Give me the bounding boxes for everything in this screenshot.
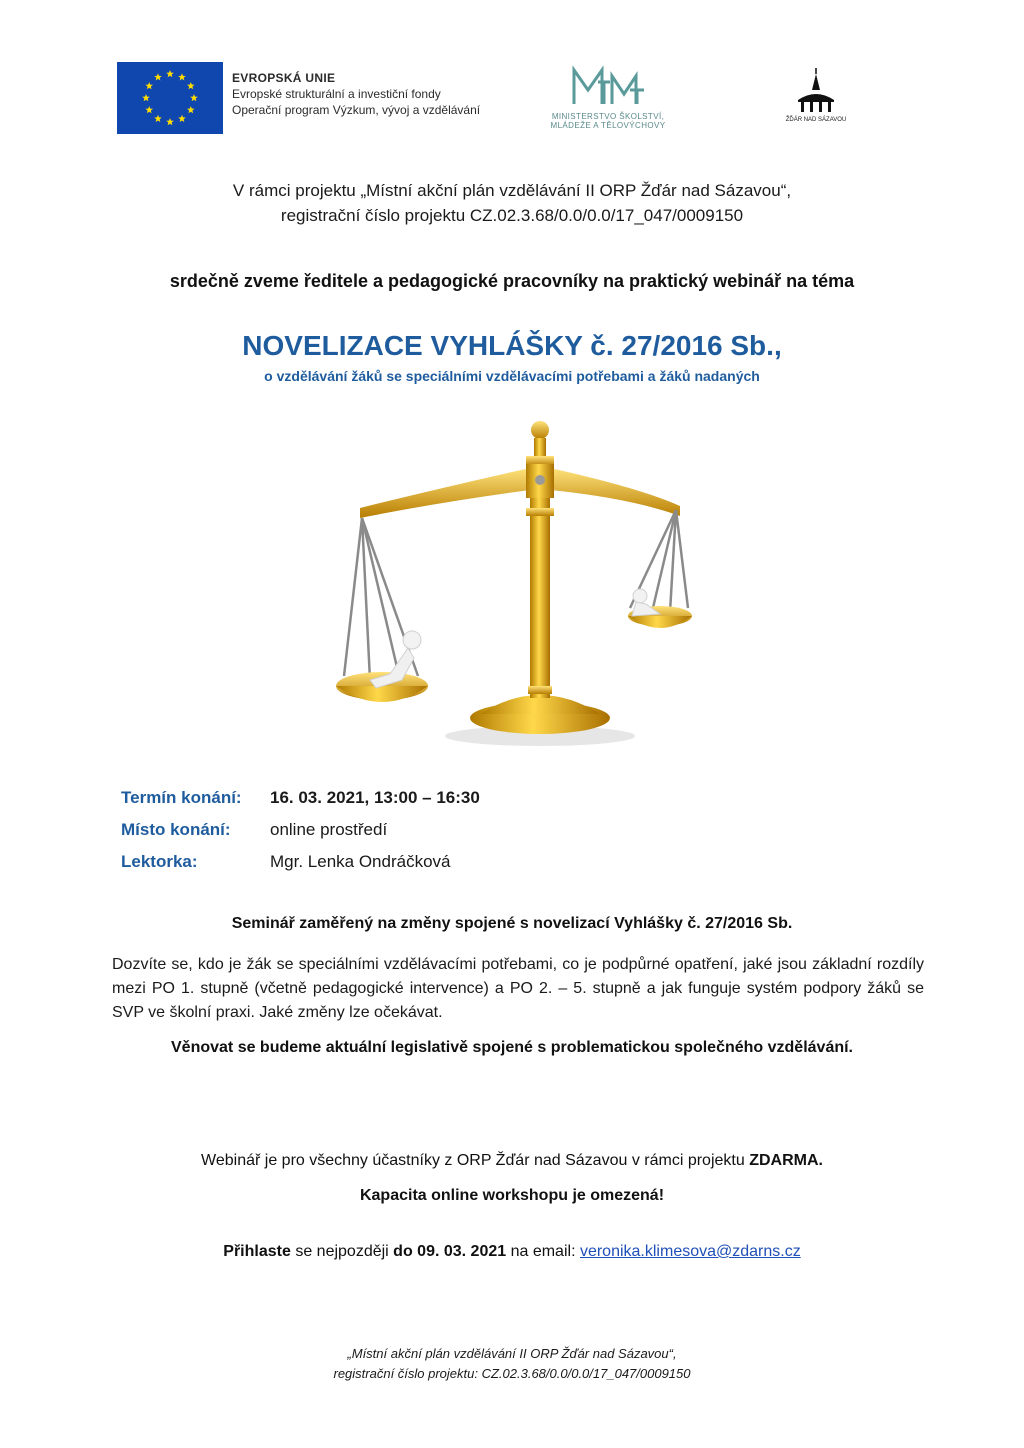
signup-text1: se nejpozději (290, 1243, 394, 1260)
eu-star-icon (166, 70, 174, 77)
eu-star-icon (178, 73, 186, 80)
eu-star-icon (187, 82, 195, 89)
eu-logo-line2: Evropské strukturální a investiční fondy (232, 87, 441, 101)
balance-scale-icon (330, 418, 710, 748)
signup-deadline: do 09. 03. 2021 (393, 1243, 507, 1260)
footer-line1: „Místní akční plán vzdělávání II ORP Žďár nad Sázavou“, (347, 1346, 677, 1361)
date-label: Termín konání: (121, 788, 242, 807)
msmt-caption-line1: MINISTERSTVO ŠKOLSTVÍ, (551, 112, 665, 121)
eu-star-icon (154, 115, 162, 122)
eu-flag-logo (117, 62, 223, 134)
msmt-emblem-icon (538, 62, 678, 112)
intro-line1: V rámci projektu „Místní akční plán vzdělávání II ORP Žďár nad Sázavou“, (232, 181, 792, 200)
seminar-title: Seminář zaměřený na změny spojené s novelizací Vyhlášky č. 27/2016 Sb. (231, 915, 793, 932)
capacity-notice: Kapacita online workshopu je omezená! (359, 1187, 665, 1204)
zdar-logo (790, 66, 842, 124)
email-link[interactable]: veronika.klimesova@zdarns.cz (579, 1243, 801, 1260)
signup-word: Přihlaste (223, 1243, 291, 1260)
webinar-title: NOVELIZACE VYHLÁŠKY č. 27/2016 Sb., (242, 330, 782, 361)
event-details (121, 786, 480, 882)
footer-line2: registrační číslo projektu: CZ.02.3.68/0.0/0.0/17_047/0009150 (333, 1366, 691, 1381)
eu-logo-text (232, 70, 480, 118)
eu-star-icon (145, 106, 153, 113)
eu-stars-icon (117, 62, 223, 134)
detail-row-date (121, 786, 480, 818)
balance-scale-illustration (330, 418, 710, 748)
date-value: 16. 03. 2021, 13:00 – 16:30 (270, 788, 480, 807)
free-notice (0, 1152, 1024, 1170)
eu-star-icon (142, 94, 150, 101)
seminar-description: Dozvíte se, kdo je žák se speciálními vzdělávacími potřebami, co je podpůrné opatření, jaké jsou základní rozdíly mezi PO 1. stupně (včetně pedagogické intervence) a PO 2. – 5. stupně a jak funguje systém podpory žáků se SVP ve školní praxi. Jaké změny lze očekávat. (112, 956, 924, 1021)
lecturer-value: Mgr. Lenka Ondráčková (270, 852, 451, 871)
lecturer-label: Lektorka: (121, 852, 198, 871)
eu-star-icon (178, 115, 186, 122)
signup-text2: na email: (506, 1243, 580, 1260)
church-tower-icon (790, 66, 842, 118)
eu-logo-line1: EVROPSKÁ UNIE (232, 71, 336, 85)
zdar-caption: ŽĎÁR NAD SÁZAVOU (785, 117, 847, 123)
msmt-caption (538, 112, 678, 130)
eu-star-icon (166, 118, 174, 125)
invitation-text: srdečně zveme ředitele a pedagogické pracovníky na praktický webinář na téma (169, 271, 855, 291)
detail-row-lecturer (121, 850, 480, 882)
signup-notice (0, 1243, 1024, 1261)
eu-logo-line3: Operační program Výzkum, vývoj a vzdělávání (232, 103, 481, 117)
project-intro (0, 178, 1024, 228)
place-label: Místo konání: (121, 820, 231, 839)
page-footer (0, 1344, 1024, 1384)
eu-star-icon (154, 73, 162, 80)
free-notice-text: Webinář je pro všechny účastníky z ORP Žďár nad Sázavou v rámci projektu (201, 1152, 750, 1169)
webinar-subtitle: o vzdělávání žáků se speciálními vzdělávacími potřebami a žáků nadaných (264, 368, 760, 384)
place-value: online prostředí (270, 820, 388, 839)
intro-line2: registrační číslo projektu CZ.02.3.68/0.0/0.0/17_047/0009150 (280, 206, 744, 225)
eu-star-icon (145, 82, 153, 89)
detail-row-place (121, 818, 480, 850)
seminar-focus: Věnovat se budeme aktuální legislativě spojené s problematickou společného vzdělávání. (171, 1039, 853, 1056)
eu-star-icon (187, 106, 195, 113)
eu-star-icon (190, 94, 198, 101)
msmt-caption-line2: MLÁDEŽE A TĚLOVÝCHOVY (550, 121, 666, 130)
free-notice-emph: ZDARMA. (749, 1152, 823, 1169)
